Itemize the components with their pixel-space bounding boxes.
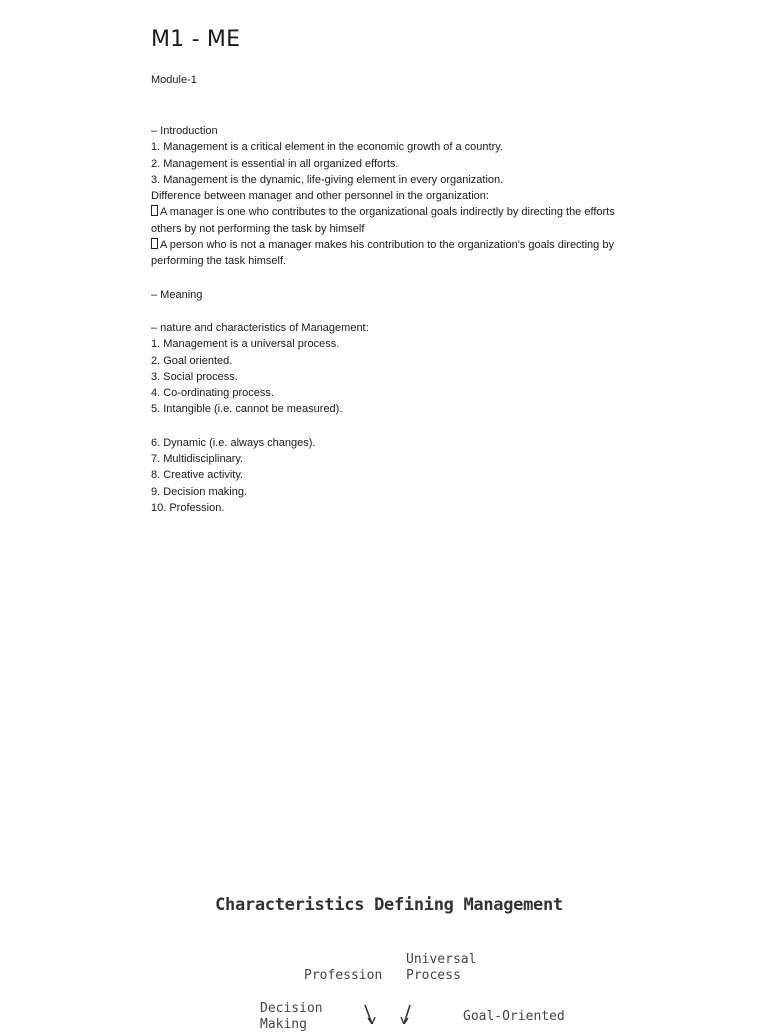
page-title: M1 - ME [151, 27, 241, 52]
diagram-node-label: Decision [260, 1001, 323, 1016]
intro-heading: – Introduction [151, 125, 218, 137]
nature-point: 3. Social process. [151, 370, 238, 383]
diagram-node-goal-oriented: Goal-Oriented [463, 1009, 565, 1024]
nature-point: 4. Co-ordinating process. [151, 387, 274, 400]
intro-point: 1. Management is a critical element in the economic growth of a country. [151, 141, 503, 154]
nature-point: 2. Goal oriented. [151, 354, 233, 367]
nature-heading: – nature and characteristics of Management: [151, 321, 369, 334]
module-subtitle: Module-1 [151, 74, 197, 86]
nature-point: 8. Creative activity. [151, 469, 244, 482]
difference-heading: Difference between manager and other personnel in the organization: [151, 190, 489, 203]
nature-point: 7. Multidisciplinary. [151, 453, 244, 466]
diagram-title: Characteristics Defining Management [215, 895, 563, 915]
nature-point: 6. Dynamic (i.e. always changes). [151, 436, 316, 449]
diagram-node-label: Making [260, 1017, 307, 1032]
meaning-heading: – Meaning [151, 288, 203, 301]
nature-point: 1. Management is a universal process. [151, 338, 340, 351]
diagram-node-profession: Profession [304, 968, 383, 983]
connector-arrow [404, 1005, 410, 1024]
nature-point: 10. Profession. [151, 501, 225, 514]
diagram-node-label: Process [406, 968, 461, 983]
difference-point-text: A manager is one who contributes to the organizational goals indirectly by directing the efforts others by not performing the task by himself [151, 206, 615, 235]
connector-arrow [365, 1005, 372, 1024]
diagram-node-label: Universal [406, 952, 477, 967]
nature-point: 9. Decision making. [151, 485, 247, 498]
nature-point: 5. Intangible (i.e. cannot be measured). [151, 403, 343, 416]
intro-point: 3. Management is the dynamic, life-giving element in every organization. [151, 173, 504, 186]
intro-point: 2. Management is essential in all organized efforts. [151, 157, 399, 170]
difference-point-text: A person who is not a manager makes his contribution to the organization's goals directing by performing the task himself. [151, 239, 614, 268]
